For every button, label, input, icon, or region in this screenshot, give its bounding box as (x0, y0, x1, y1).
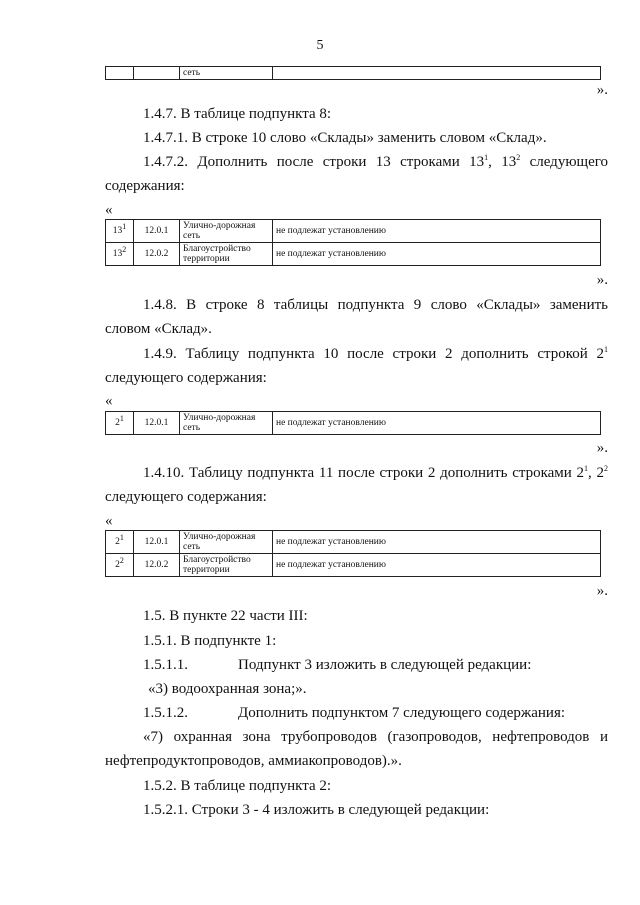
opening-quote: « (105, 202, 113, 218)
paragraph-1-4-7-1: 1.4.7.1. В строке 10 слово «Склады» заменить словом «Склад». (143, 130, 547, 146)
table-row: $2^1$ 12.0.1 Улично-дорожная сеть не подлежат установлению (106, 531, 601, 554)
paragraph-1-4-7-2: 1.4.7.2. Дополнить после строки 13 строками $13^1$, $13^2$ следующего (143, 153, 609, 170)
paragraph-1-5-1-2-quote-continued: нефтепродуктопроводов, аммиакопроводов).». (105, 753, 402, 769)
paragraph-1-5-1-1: 1.5.1.1. Подпункт 3 изложить в следующей редакции: (143, 657, 532, 673)
paragraph-1-4-7-2-continued: содержания: (105, 178, 185, 194)
closing-quote: ». (596, 82, 608, 98)
paragraph-1-5-1-1-quote: «3) водоохранная зона;». (148, 681, 307, 697)
paragraph-1-4-10-continued: следующего содержания: (105, 489, 267, 505)
table-row: $13^2$ 12.0.2 Благоустройство территории не подлежат установлению (106, 243, 601, 266)
table-row (106, 67, 601, 80)
closing-quote: ». (596, 583, 608, 599)
opening-quote: « (105, 393, 113, 409)
insert-table-2 (105, 411, 601, 435)
paragraph-1-4-9: 1.4.9. Таблицу подпункта 10 после строки 2 дополнить строкой $2^1$ (143, 345, 608, 362)
table-cell-name: сеть (180, 67, 273, 80)
paragraph-1-5-1-2-quote: «7) охранная зона трубопроводов (газопроводов, нефтепроводов и (143, 729, 608, 745)
paragraph-1-4-7: 1.4.7. В таблице подпункта 8: (143, 106, 332, 122)
closing-quote: ». (596, 440, 608, 456)
table-row: $2^2$ 12.0.2 Благоустройство территории не подлежат установлению (106, 554, 601, 577)
paragraph-1-5-1-2: 1.5.1.2. Дополнить подпунктом 7 следующего содержания: (143, 705, 566, 721)
table-row: $2^1$ 12.0.1 Улично-дорожная сеть не подлежат установлению (106, 412, 601, 435)
paragraph-1-5-2: 1.5.2. В таблице подпункта 2: (143, 778, 332, 794)
insert-table-3 (105, 530, 601, 577)
opening-quote: « (105, 513, 113, 529)
table-row: $13^1$ 12.0.1 Улично-дорожная сеть не подлежат установлению (106, 220, 601, 243)
paragraph-1-4-9-continued: следующего содержания: (105, 370, 267, 386)
closing-quote: ». (596, 272, 608, 288)
paragraph-1-5-1: 1.5.1. В подпункте 1: (143, 633, 277, 649)
paragraph-1-5-2-1: 1.5.2.1. Строки 3 - 4 изложить в следующей редакции: (143, 802, 490, 818)
paragraph-1-5: 1.5. В пункте 22 части III: (143, 608, 308, 624)
insert-table-1 (105, 219, 601, 266)
paragraph-1-4-8: 1.4.8. В строке 8 таблицы подпункта 9 слово «Склады» заменить (143, 297, 608, 313)
paragraph-1-4-8-continued: словом «Склад». (105, 321, 212, 337)
paragraph-1-4-10: 1.4.10. Таблицу подпункта 11 после строки 2 дополнить строками $2^1$, $2^2$ (143, 464, 609, 481)
continued-table (105, 66, 601, 80)
page-number: 5 (316, 38, 324, 53)
